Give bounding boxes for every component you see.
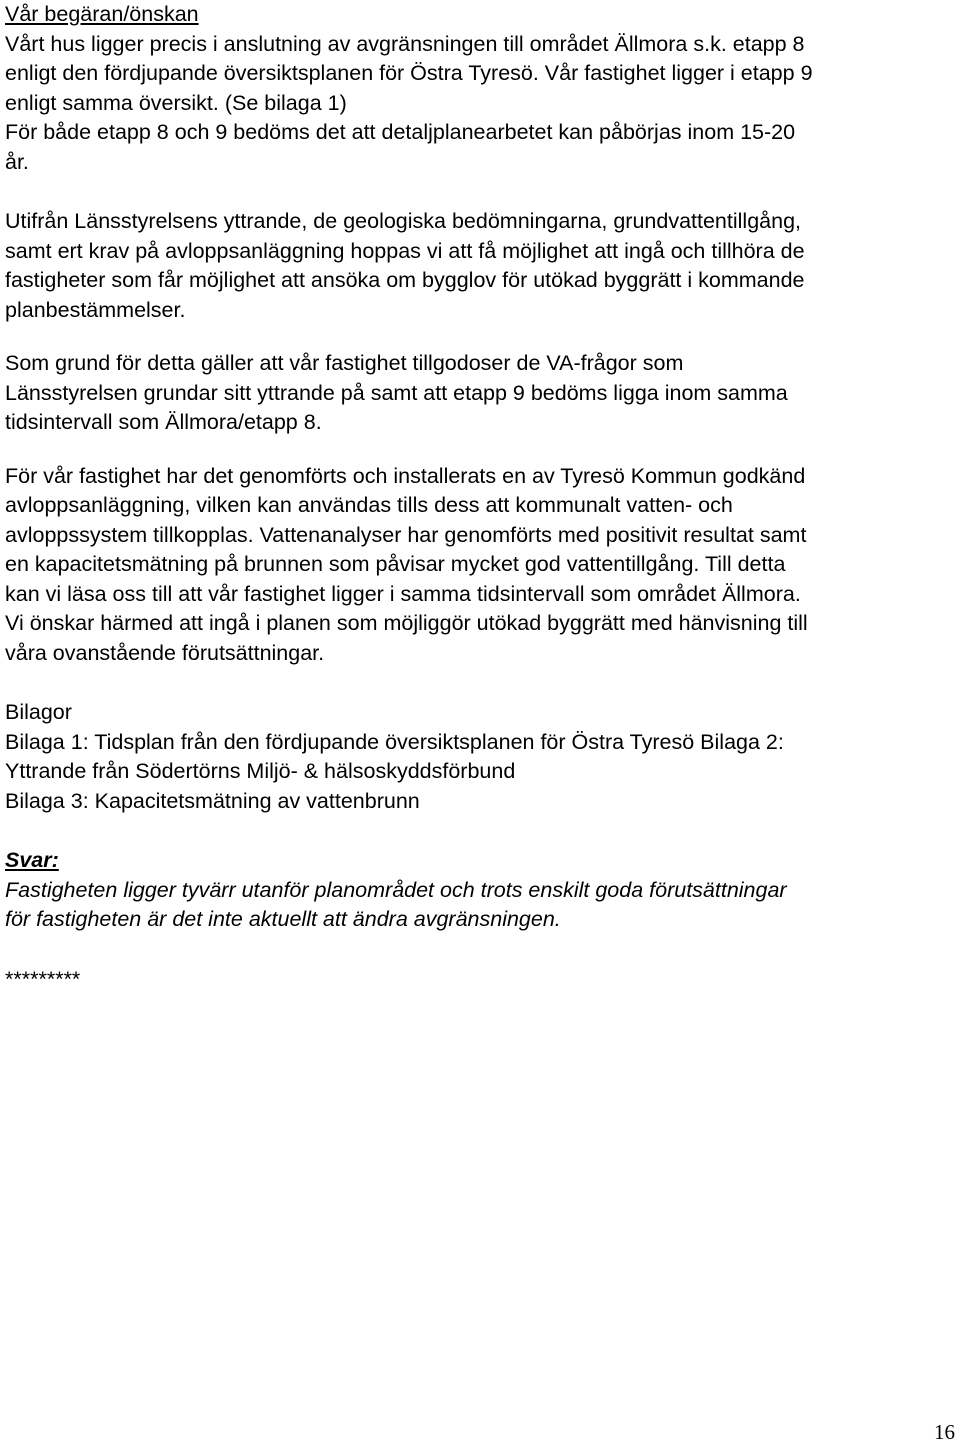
paragraph-line: Länsstyrelsen grundar sitt yttrande på samt att etapp 9 bedöms ligga inom samma: [5, 380, 788, 405]
paragraph-spacer: [5, 325, 955, 349]
paragraph-spacer: [5, 816, 955, 846]
section-heading: Vår begäran/önskan: [5, 2, 199, 26]
document-page: [5, 0, 955, 994]
answer-line: för fastigheten är det inte aktuellt att ändra avgränsningen.: [5, 907, 561, 931]
paragraph-spacer: [5, 177, 955, 207]
paragraph-spacer: [5, 935, 955, 965]
attachment-line: Yttrande från Södertörns Miljö- & hälsoskyddsförbund: [5, 759, 516, 783]
paragraph-line: avloppssystem tillkopplas. Vattenanalyser har genomförts med positivit resultat samt: [5, 522, 807, 547]
page-number: 16: [934, 1420, 955, 1444]
paragraph-spacer: [5, 668, 955, 698]
paragraph-line: Vi önskar härmed att ingå i planen som möjliggör utökad byggrätt med hänvisning till: [5, 611, 808, 635]
paragraph-line: tidsintervall som Ällmora/etapp 8.: [5, 410, 322, 434]
attachment-line: Bilaga 1: Tidsplan från den fördjupande översiktsplanen för Östra Tyresö Bilaga 2:: [5, 729, 784, 754]
intro-line: Vårt hus ligger precis i anslutning av avgränsningen till området Ällmora s.k. etapp 8: [5, 31, 805, 56]
paragraph-line: Som grund för detta gäller att vår fastighet tillgodoser de VA-frågor som: [5, 351, 684, 375]
answer-line: Fastigheten ligger tyvärr utanför planområdet och trots enskilt goda förutsättningar: [5, 877, 787, 902]
attachment-line: Bilaga 3: Kapacitetsmätning av vattenbrunn: [5, 788, 420, 813]
paragraph-line: avloppsanläggning, vilken kan användas tills dess att kommunalt vatten- och: [5, 493, 733, 517]
paragraph-line: samt ert krav på avloppsanläggning hoppas vi att få möjlighet att ingå och tillhöra de: [5, 238, 805, 263]
answer-label: Svar:: [5, 848, 59, 872]
attachments-heading: Bilagor: [5, 700, 72, 724]
separator: *********: [5, 966, 81, 991]
paragraph-spacer: [5, 438, 955, 462]
paragraph-line: kan vi läsa oss till att vår fastighet ligger i samma tidsintervall som området Ällmora.: [5, 581, 801, 606]
intro-line: enligt den fördjupande översiktsplanen för Östra Tyresö. Vår fastighet ligger i etapp 9: [5, 61, 813, 85]
intro-line: år.: [5, 149, 29, 174]
paragraph-line: planbestämmelser.: [5, 297, 186, 322]
intro-line: För både etapp 8 och 9 bedöms det att detaljplanearbetet kan påbörjas inom 15-20: [5, 120, 796, 144]
paragraph-line: För vår fastighet har det genomförts och installerats en av Tyresö Kommun godkänd: [5, 463, 806, 488]
intro-line: enligt samma översikt. (Se bilaga 1): [5, 90, 347, 115]
paragraph-line: fastigheter som får möjlighet att ansöka om bygglov för utökad byggrätt i kommande: [5, 268, 805, 292]
paragraph-line: Utifrån Länsstyrelsens yttrande, de geologiska bedömningarna, grundvattentillgång,: [5, 209, 801, 233]
paragraph-line: våra ovanstående förutsättningar.: [5, 640, 325, 665]
paragraph-line: en kapacitetsmätning på brunnen som påvisar mycket god vattentillgång. Till detta: [5, 552, 786, 576]
